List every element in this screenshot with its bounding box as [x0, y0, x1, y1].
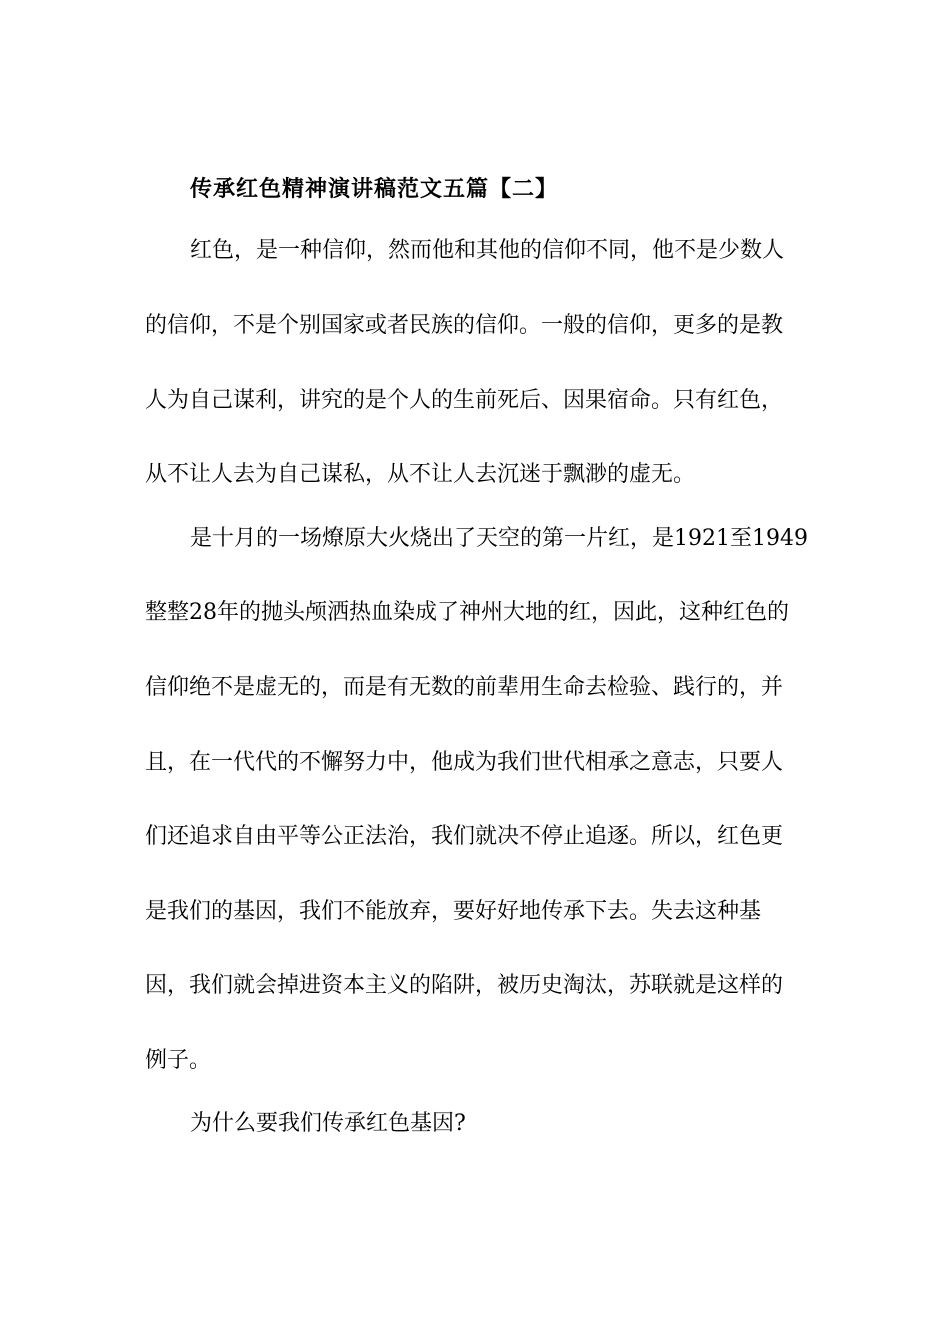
paragraph-line: 整整28年的抛头颅洒热血染成了神州大地的红，因此，这种红色的 — [145, 600, 789, 625]
paragraph-line: 的信仰，不是个别国家或者民族的信仰。一般的信仰，更多的是教 — [145, 313, 784, 338]
paragraph-line: 信仰绝不是虚无的，而是有无数的前辈用生命去检验、践行的，并 — [145, 675, 784, 700]
paragraph-line: 从不让人去为自己谋私，从不让人去沉迷于飘渺的虚无。 — [145, 462, 696, 487]
paragraph-line: 红色，是一种信仰，然而他和其他的信仰不同，他不是少数人 — [190, 238, 785, 263]
paragraph-line: 为什么要我们传承红色基因? — [190, 1111, 466, 1136]
paragraph-line: 是我们的基因，我们不能放弃，要好好地传承下去。失去这种基 — [145, 899, 762, 924]
paragraph-line: 例子。 — [145, 1048, 212, 1073]
paragraph-line: 因，我们就会掉进资本主义的陷阱，被历史淘汰，苏联就是这样的 — [145, 973, 784, 998]
document-title: 传承红色精神演讲稿范文五篇【二】 — [190, 176, 559, 202]
paragraph-line: 人为自己谋利，讲究的是个人的生前死后、因果宿命。只有红色， — [145, 388, 784, 413]
paragraph-line: 是十月的一场燎原大火烧出了天空的第一片红，是1921至1949 — [190, 526, 808, 551]
paragraph-line: 且，在一代代的不懈努力中，他成为我们世代相承之意志，只要人 — [145, 750, 784, 775]
paragraph-line: 们还追求自由平等公正法治，我们就决不停止追逐。所以，红色更 — [145, 824, 784, 849]
